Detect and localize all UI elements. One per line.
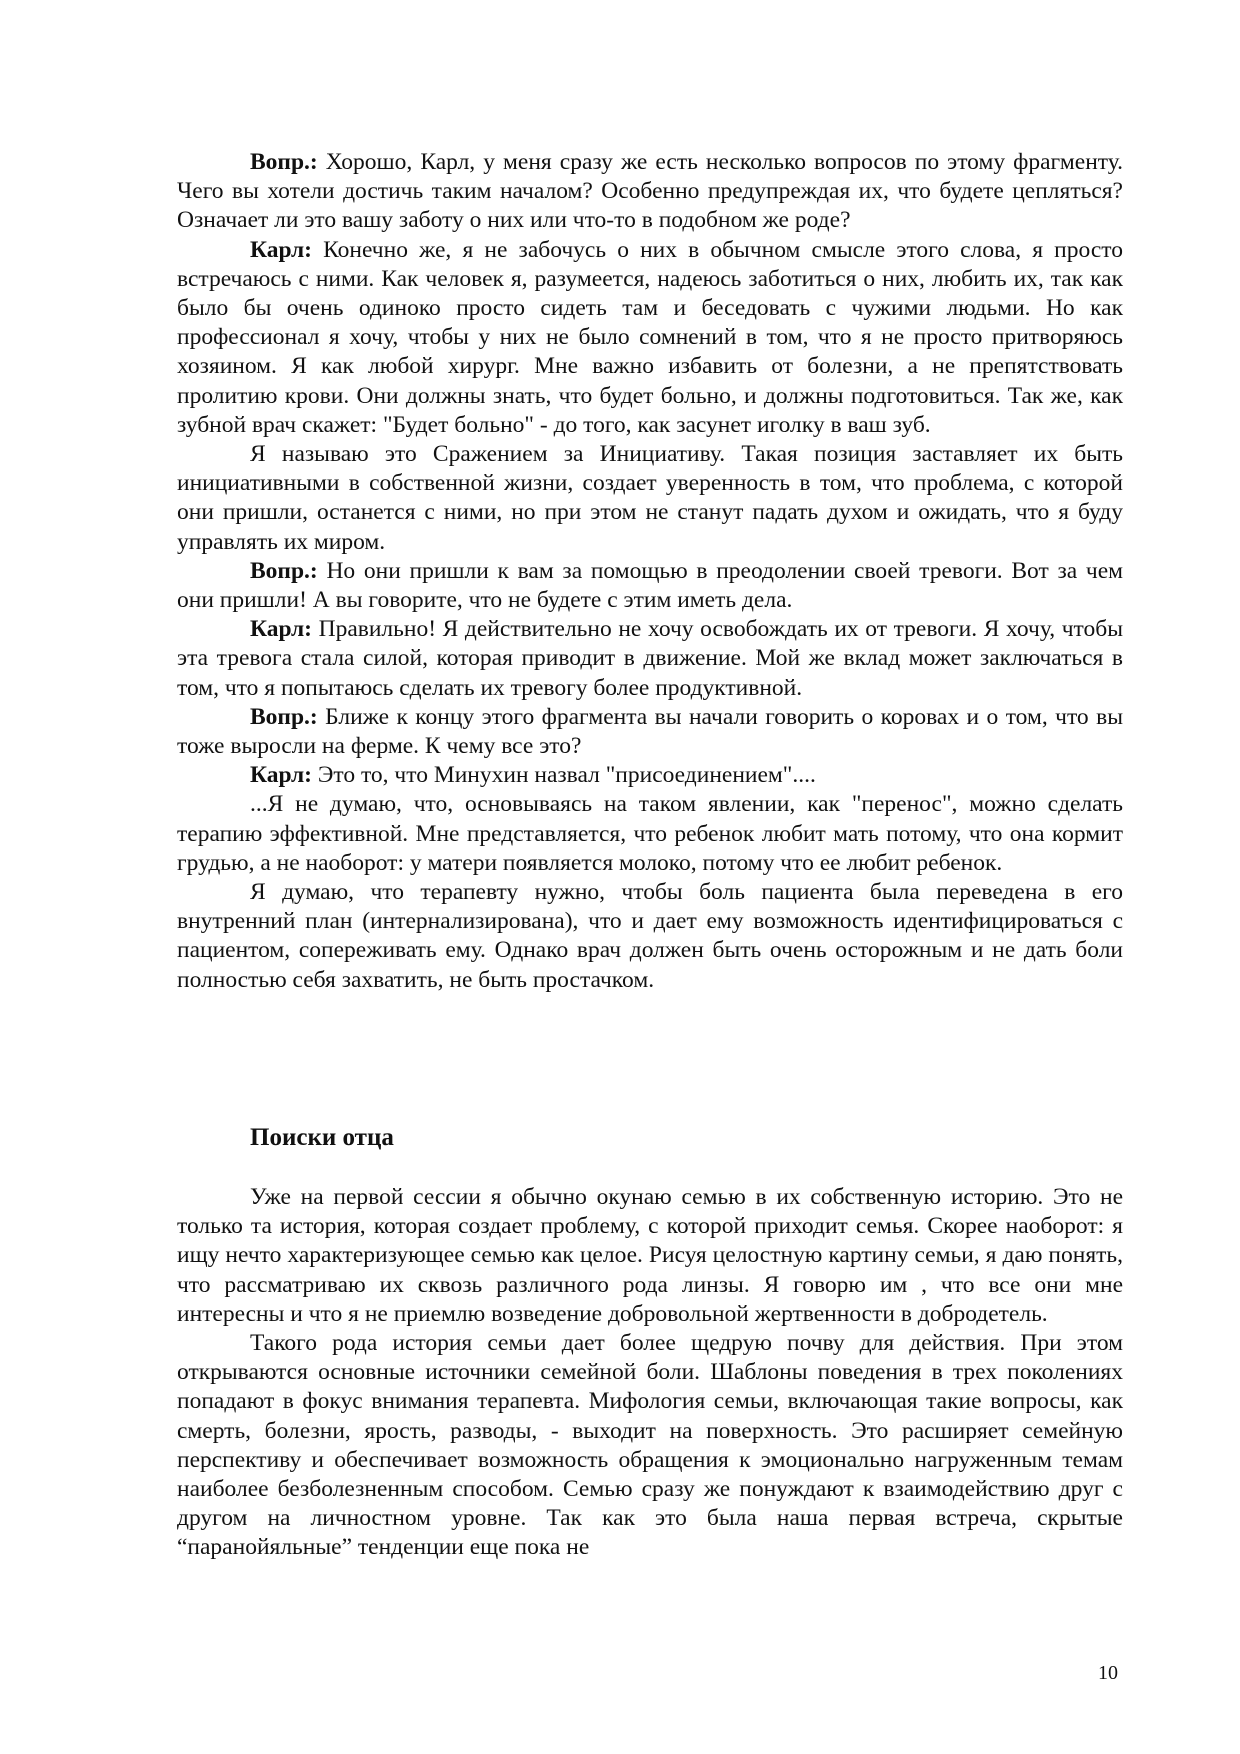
speaker-label: Карл:	[250, 236, 312, 263]
dialogue-paragraph	[177, 790, 1123, 878]
paragraph-text: Но они пришли к вам за помощью в преодолении своей тревоги. Вот за чем они пришли! А вы говорите, что не будете с этим иметь дела.	[177, 557, 1123, 614]
dialogue-paragraph	[177, 236, 1123, 440]
dialogue-paragraph	[177, 761, 1123, 790]
paragraph-text: ...Я не думаю, что, основываясь на таком явлении, как "перенос", можно сделать терапию эффективной. Мне представляется, что ребенок любит мать потому, что она кормит грудью, а не наоборот: у матери появляется молоко, потому что ее любит ребенок.	[177, 791, 1123, 876]
section-paragraph: Такого рода история семьи дает более щедрую почву для действия. При этом открываются основные источники семейной боли. Шаблоны поведения в трех поколениях попадают в фокус внимания терапевта. Мифология семьи, включающая такие вопросы, как смерть, болезни, ярость, разводы, - выходит на поверхность. Это расширяет семейную перспективу и обеспечивает возможность обращения к эмоционально нагруженным темам наиболее безболезненным способом. Семью сразу же понуждают к взаимодействию друг с другом на личностном уровне. Так как это была наша первая встреча, скрытые “паранойяльные” тенденции еще пока не	[177, 1330, 1123, 1561]
section-body	[177, 1183, 1123, 1563]
dialogue-body	[177, 148, 1123, 995]
speaker-label: Карл:	[250, 616, 312, 643]
paragraph-text: Я думаю, что терапевту нужно, чтобы боль пациента была переведена в его внутренний план (интернализирована), что и дает ему возможность идентифицироваться с пациентом, сопереживать ему. Однако врач должен быть очень осторожным и не дать боли полностью себя захватить, не быть простачком.	[177, 879, 1123, 993]
dialogue-paragraph	[177, 878, 1123, 995]
dialogue-paragraph	[177, 557, 1123, 615]
dialogue-paragraph	[177, 703, 1123, 761]
speaker-label: Вопр.:	[250, 703, 318, 730]
section-paragraph: Уже на первой сессии я обычно окунаю семью в их собственную историю. Это не только та история, которая создает проблему, с которой приходит семья. Скорее наоборот: я ищу нечто характеризующее семью как целое. Рисуя целостную картину семьи, я даю понять, что рассматриваю их сквозь различного рода линзы. Я говорю им , что все они мне интересны и что я не приемлю возведение добровольной жертвенности в добродетель.	[177, 1184, 1123, 1327]
paragraph-text: Правильно! Я действительно не хочу освобождать их от тревоги. Я хочу, чтобы эта тревога стала силой, которая приводит в движение. Мой же вклад может заключаться в том, что я попытаюсь сделать их тревогу более продуктивной.	[177, 616, 1123, 701]
section-heading: Поиски отца	[250, 1124, 394, 1151]
dialogue-paragraph	[177, 615, 1123, 703]
paragraph-text: Ближе к концу этого фрагмента вы начали говорить о коровах и о том, что вы тоже выросли на ферме. К чему все это?	[177, 703, 1123, 760]
speaker-label: Вопр.:	[250, 557, 318, 584]
dialogue-paragraph	[177, 148, 1123, 236]
page-number: 10	[1098, 1662, 1118, 1684]
speaker-label: Карл:	[250, 762, 312, 789]
speaker-label: Вопр.:	[250, 149, 318, 175]
dialogue-paragraph	[177, 440, 1123, 557]
paragraph-text: Хорошо, Карл, у меня сразу же есть несколько вопросов по этому фрагменту. Чего вы хотели достичь таким началом? Особенно предупреждая их, что будете цепляться? Означает ли это вашу заботу о них или что-то в подобном же роде?	[177, 149, 1123, 234]
paragraph-text: Я называю это Сражением за Инициативу. Такая позиция заставляет их быть инициативными в собственной жизни, создает уверенность в том, что проблема, с которой они пришли, останется с ними, но при этом не станут падать духом и ожидать, что я буду управлять их миром.	[177, 441, 1123, 555]
paragraph-text: Это то, что Минухин назвал "присоединением"....	[311, 762, 816, 789]
paragraph-text: Конечно же, я не забочусь о них в обычном смысле этого слова, я просто встречаюсь с ними. Как человек я, разумеется, надеюсь заботиться о них, любить их, так как было бы очень одиноко просто сидеть там и беседовать с чужими людьми. Но как профессионал я хочу, чтобы у них не было сомнений в том, что я не просто притворяюсь хозяином. Я как любой хирург. Мне важно избавить от болезни, а не препятствовать пролитию крови. Они должны знать, что будет больно, и должны подготовиться. Так же, как зубной врач скажет: "Будет больно" - до того, как засунет иголку в ваш зуб.	[177, 236, 1123, 438]
